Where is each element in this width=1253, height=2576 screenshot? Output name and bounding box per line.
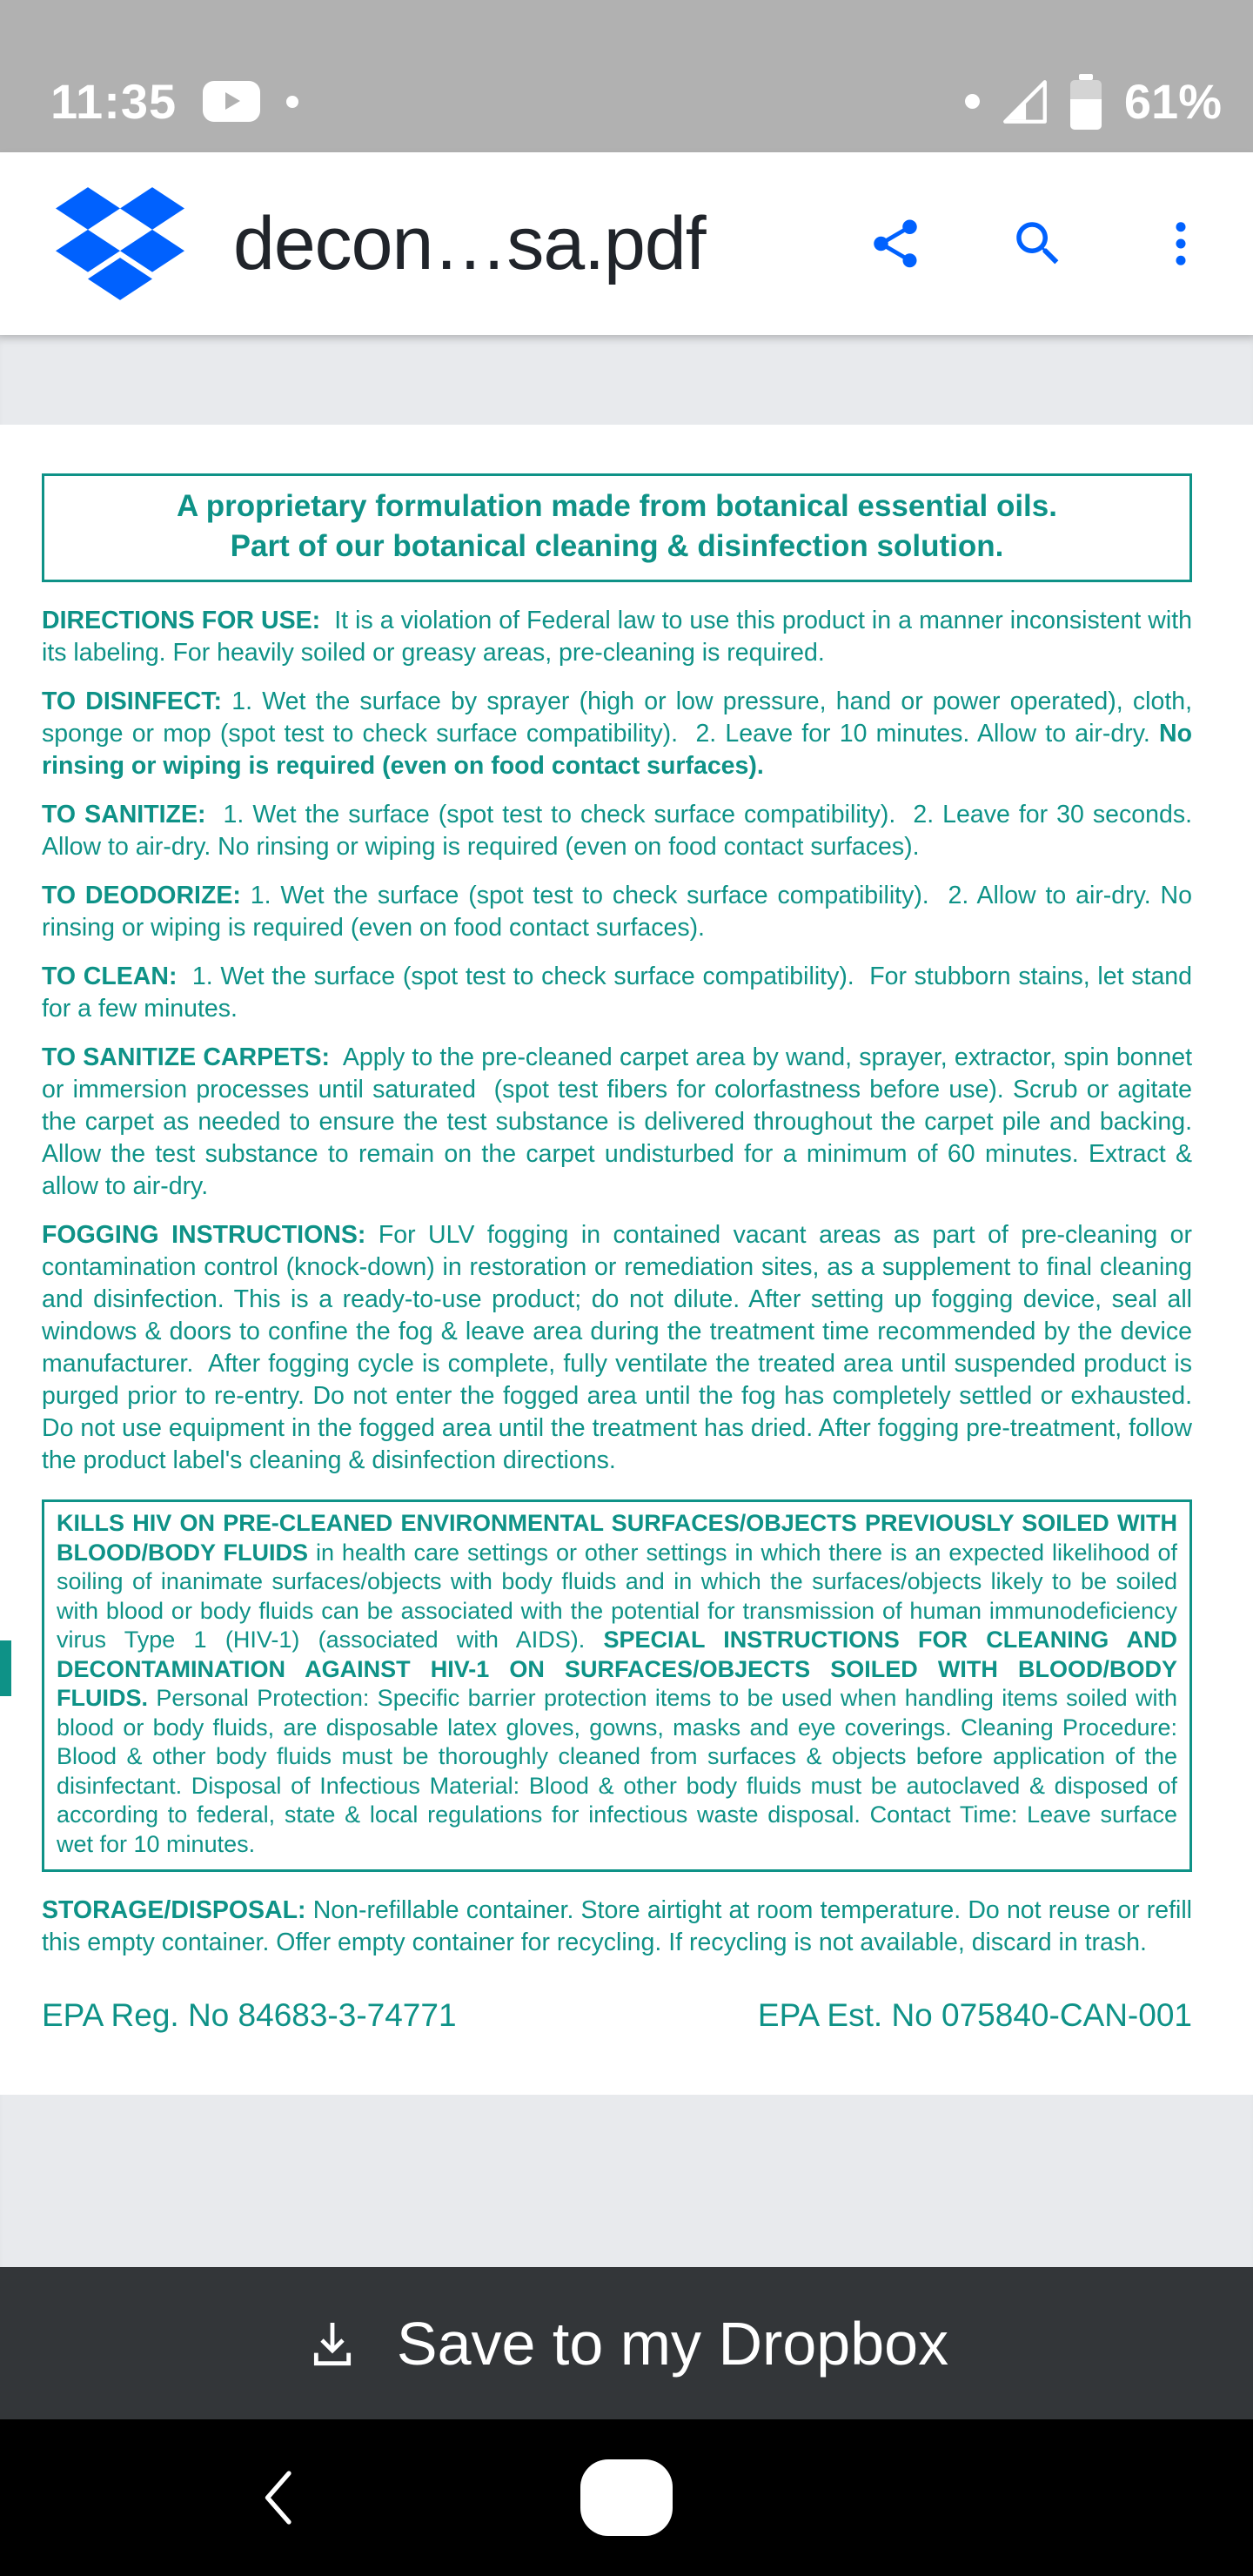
paragraph-text: Apply to the pre-cleaned carpet area by wand, sprayer, extractor, spin bonnet or immersion processes until saturated (spot test fibers for colorfastness before use). Scrub or agitate the carpet as needed to ensure the test substance is delivered throughout the carpet pile and backing. Allow the test substance to remain on the carpet undisturbed for a minimum of 60 minutes. Extract & allow to air-dry. <box>42 1043 1199 1200</box>
paragraph-storage-disposal <box>42 1895 1199 1959</box>
notification-dot-icon <box>286 96 298 108</box>
status-bar <box>0 0 1253 152</box>
intro-line-1: A proprietary formulation made from botanical essential oils. <box>177 489 1057 523</box>
paragraph-heading: FOGGING INSTRUCTIONS: <box>42 1221 366 1249</box>
paragraph-text: 1. Wet the surface by sprayer (high or low pressure, hand or power operated), cloth, sponge or mop (spot test to check surface compatibility). 2. Leave for 10 minutes. Allow to air-dry. <box>42 688 1199 748</box>
paragraph-heading: STORAGE/DISPOSAL: <box>42 1896 306 1924</box>
save-to-dropbox-button[interactable] <box>0 2267 1253 2419</box>
paragraph-heading: DIRECTIONS FOR USE: <box>42 607 321 634</box>
status-bar-left <box>50 73 298 130</box>
pdf-viewer[interactable] <box>0 335 1253 2267</box>
paragraph-to-clean <box>42 961 1199 1025</box>
search-button[interactable] <box>1008 213 1069 274</box>
youtube-notification-icon <box>203 81 260 122</box>
paragraph-to-disinfect <box>42 686 1199 782</box>
paragraph-heading: TO DEODORIZE: <box>42 882 241 909</box>
paragraph-heading: TO SANITIZE: <box>42 801 206 828</box>
paragraph-bold-tail: No rinsing or wiping is required (even on food contact surfaces). <box>42 720 1199 780</box>
battery-body <box>1070 80 1102 130</box>
intro-box <box>42 473 1192 582</box>
hiv-bold-1: KILLS HIV ON PRE-CLEANED ENVIRONMENTAL SURFACES/OBJECTS PREVIOUSLY SOILED WITH BLOOD/BODY FLUIDS <box>57 1510 1184 1566</box>
paragraph-to-sanitize <box>42 799 1206 863</box>
search-icon <box>1009 215 1067 272</box>
save-button-label: Save to my Dropbox <box>396 2309 949 2378</box>
document-title: decon…sa.pdf <box>233 201 706 285</box>
paragraph-text: For ULV fogging in contained vacant areas as part of pre-cleaning or contamination control (knock-down) in restoration or remediation sites, as a supplement to final cleaning and disinfection. This is a ready-to-use product; do not dilute. After setting up fogging device, seal all windows & doors to confine the fog & leave area during the treatment time recommended by the device manufacturer. After fogging cycle is complete, fully ventilate the treated area until suspended product is purged prior to re-entry. Do not enter the fogged area until the fog has completely settled or exhausted. Do not use equipment in the fogged area until the treatment has dried. After fogging pre-treatment, follow the product label's cleaning & disinfection directions. <box>42 1221 1199 1474</box>
paragraph-fogging-instructions <box>42 1219 1199 1477</box>
overflow-menu-icon <box>1152 215 1209 272</box>
back-chevron-icon <box>258 2467 296 2528</box>
epa-row <box>42 1997 1192 2034</box>
status-dot-icon <box>965 94 980 109</box>
paragraph-to-sanitize-carpets <box>42 1042 1199 1203</box>
overflow-menu-button[interactable] <box>1150 213 1211 274</box>
intro-line-2: Part of our botanical cleaning & disinfection solution. <box>230 529 1004 563</box>
hiv-instructions-box <box>42 1499 1192 1872</box>
paragraph-text: 1. Wet the surface (spot test to check surface compatibility). For stubborn stains, let stand for a few minutes. <box>42 963 1199 1023</box>
paragraph-text: 1. Wet the surface (spot test to check surface compatibility). 2. Allow to air-dry. No rinsing or wiping is required (even on food contact surfaces). <box>42 882 1199 942</box>
paragraph-heading: TO CLEAN: <box>42 963 178 990</box>
battery-tip <box>1079 74 1093 80</box>
epa-reg-number: EPA Reg. No 84683-3-74771 <box>42 1997 457 2033</box>
hiv-bold-2: SPECIAL INSTRUCTIONS FOR CLEANING AND DECONTAMINATION AGAINST HIV-1 ON SURFACES/OBJECTS SOILED WITH BLOOD/BODY FLUIDS. <box>57 1627 1184 1711</box>
app-header <box>0 152 1253 335</box>
share-icon <box>867 215 924 272</box>
clock: 11:35 <box>50 74 178 129</box>
battery-icon <box>1070 74 1102 130</box>
battery-percent-label: 61% <box>1123 74 1222 129</box>
pdf-page <box>0 425 1253 2095</box>
epa-est-number: EPA Est. No 075840-CAN-001 <box>757 1997 1192 2033</box>
dropbox-logo-icon <box>56 187 184 300</box>
navigation-bar <box>0 2419 1253 2576</box>
cellular-signal-icon <box>1002 79 1048 124</box>
home-pill-button[interactable] <box>580 2459 673 2536</box>
paragraph-text: Non-refillable container. Store airtight at room temperature. Do not reuse or refill this empty container. Offer empty container for recycling. If recycling is not available, discard in trash. <box>42 1896 1199 1956</box>
download-icon <box>305 2316 360 2371</box>
status-bar-right <box>965 73 1222 130</box>
paragraph-to-deodorize <box>42 880 1199 944</box>
paragraph-heading: TO SANITIZE CARPETS: <box>42 1043 331 1071</box>
battery-fill <box>1070 99 1102 130</box>
paragraph-text: It is a violation of Federal law to use this product in a manner inconsistent with its labeling. For heavily soiled or greasy areas, pre-cleaning is required. <box>42 607 1199 667</box>
hiv-text-1: in health care settings or other settings in which there is an expected likelihood of soiling of inanimate surfaces/objects with body fluids and in which the surfaces/objects likely to be soiled with blood or body fluids can be associated with the potential for transmission of human immunodeficiency virus Type 1 (HIV-1) (associated with AIDS). <box>57 1539 1184 1653</box>
paragraph-heading: TO DISINFECT: <box>42 688 223 715</box>
share-button[interactable] <box>865 213 926 274</box>
paragraph-directions-for-use <box>42 605 1199 669</box>
paragraph-text: 1. Wet the surface (spot test to check surface compatibility). 2. Leave for 30 seconds. Allow to air-dry. No rinsing or wiping is required (even on food contact surfaces). <box>42 801 1206 861</box>
hiv-text-2: Personal Protection: Specific barrier protection items to be used when handling items soiled with blood or body fluids, are disposable latex gloves, gowns, masks and eye coverings. Cleaning Procedure: Blood & other body fluids must be thoroughly cleaned from surfaces & objects before application of the disinfectant. Disposal of Infectious Material: Blood & other body fluids must be autoclaved & disposed of according to federal, state & local regulations for infectious waste disposal. Contact Time: Leave surface wet for 10 minutes. <box>57 1685 1184 1857</box>
scroll-indicator[interactable] <box>0 1640 11 1696</box>
header-actions <box>865 213 1211 274</box>
back-button[interactable] <box>258 2467 296 2528</box>
